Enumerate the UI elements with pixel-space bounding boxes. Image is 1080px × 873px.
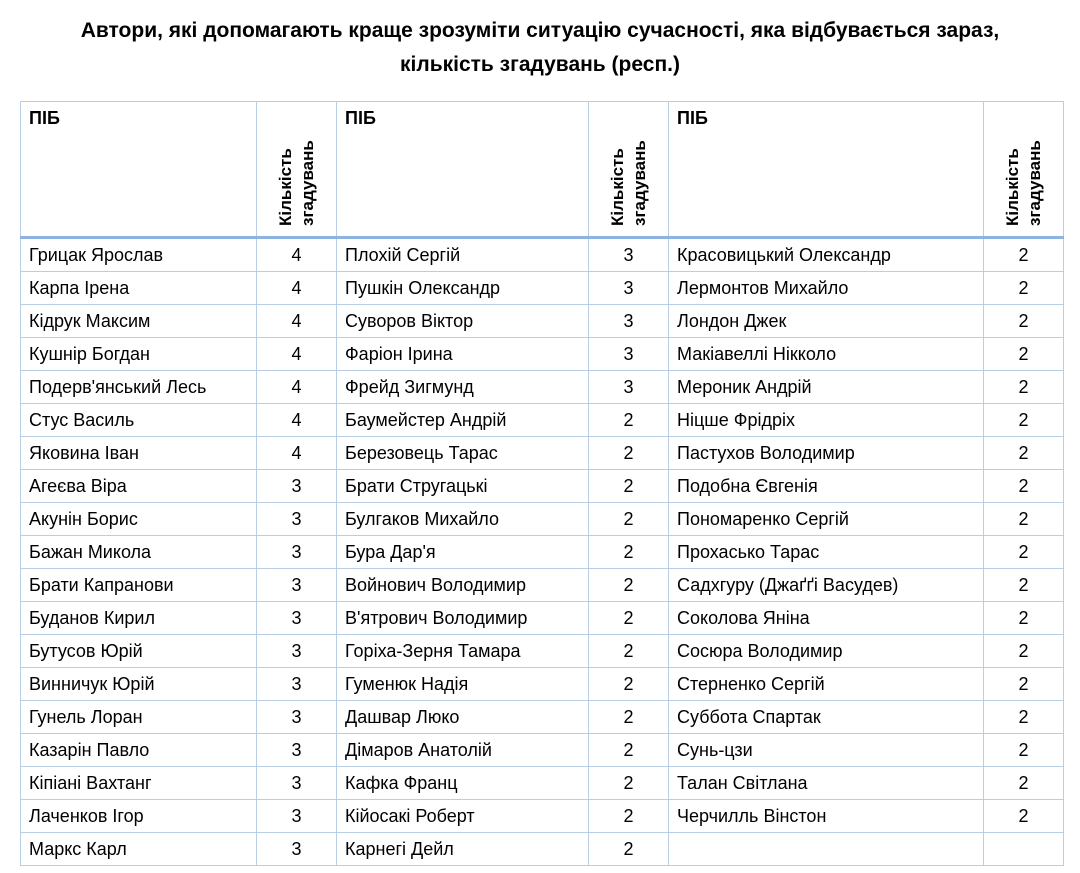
table-row xyxy=(21,470,1064,503)
mention-count-cell: 2 xyxy=(984,305,1064,338)
author-name-cell: Горіха-Зерня Тамара xyxy=(337,635,589,668)
mention-count-cell: 3 xyxy=(257,734,337,767)
author-name-cell: Макіавеллі Нікколо xyxy=(669,338,984,371)
author-name-cell: Грицак Ярослав xyxy=(21,238,257,272)
table-row xyxy=(21,536,1064,569)
author-name-cell: Черчилль Вінстон xyxy=(669,800,984,833)
author-name-cell: Акунін Борис xyxy=(21,503,257,536)
author-name-cell: Красовицький Олександр xyxy=(669,238,984,272)
mention-count-cell: 3 xyxy=(589,371,669,404)
author-name-cell: Лермонтов Михайло xyxy=(669,272,984,305)
author-name-cell: Винничук Юрій xyxy=(21,668,257,701)
mention-count-cell: 4 xyxy=(257,404,337,437)
author-name-cell: Казарін Павло xyxy=(21,734,257,767)
mention-count-cell: 2 xyxy=(589,503,669,536)
mention-count-cell: 3 xyxy=(257,701,337,734)
title-line-1: Автори, які допомагають краще зрозуміти ситуацію сучасності, яка відбувається зараз, xyxy=(80,19,1000,42)
column-header-count xyxy=(984,102,1064,238)
author-name-cell: Кідрук Максим xyxy=(21,305,257,338)
mention-count-cell: 2 xyxy=(984,635,1064,668)
mention-count-cell: 2 xyxy=(589,800,669,833)
table-row xyxy=(21,238,1064,272)
mention-count-cell: 3 xyxy=(257,536,337,569)
mention-count-cell: 2 xyxy=(984,338,1064,371)
author-name-cell: Карнегі Дейл xyxy=(337,833,589,866)
column-header-count xyxy=(257,102,337,238)
header-row xyxy=(21,102,1064,238)
author-name-cell: Садхгуру (Джаґґі Васудев) xyxy=(669,569,984,602)
author-name-cell: Булгаков Михайло xyxy=(337,503,589,536)
mention-count-cell: 2 xyxy=(984,238,1064,272)
mention-count-cell: 2 xyxy=(984,503,1064,536)
mention-count-cell: 2 xyxy=(984,734,1064,767)
page-title xyxy=(0,14,1080,82)
table-row xyxy=(21,800,1064,833)
author-name-cell: Подерв'янський Лесь xyxy=(21,371,257,404)
author-name-cell: Буданов Кирил xyxy=(21,602,257,635)
author-name-cell: Кіпіані Вахтанг xyxy=(21,767,257,800)
mention-count-cell: 3 xyxy=(257,833,337,866)
mention-count-cell: 3 xyxy=(589,338,669,371)
mention-count-cell: 3 xyxy=(257,602,337,635)
author-name-cell: Кушнір Богдан xyxy=(21,338,257,371)
author-name-cell: Ніцше Фрідріх xyxy=(669,404,984,437)
table-row xyxy=(21,437,1064,470)
column-header-name: ПІБ xyxy=(669,102,984,238)
author-name-cell: Яковина Іван xyxy=(21,437,257,470)
author-name-cell: Соколова Яніна xyxy=(669,602,984,635)
mention-count-cell: 3 xyxy=(257,800,337,833)
author-name-cell: Пушкін Олександр xyxy=(337,272,589,305)
author-name-cell: Дашвар Люко xyxy=(337,701,589,734)
author-name-cell: В'ятрович Володимир xyxy=(337,602,589,635)
column-header-name: ПІБ xyxy=(337,102,589,238)
author-name-cell xyxy=(669,833,984,866)
table-row xyxy=(21,635,1064,668)
mention-count-cell: 2 xyxy=(589,668,669,701)
mention-count-cell: 4 xyxy=(257,305,337,338)
author-name-cell: Пономаренко Сергій xyxy=(669,503,984,536)
table-row xyxy=(21,272,1064,305)
author-name-cell: Мероник Андрій xyxy=(669,371,984,404)
mention-count-cell: 2 xyxy=(984,767,1064,800)
mention-count-cell: 4 xyxy=(257,238,337,272)
author-name-cell: Фрейд Зигмунд xyxy=(337,371,589,404)
mention-count-cell: 3 xyxy=(257,767,337,800)
mention-count-cell: 2 xyxy=(984,404,1064,437)
mention-count-cell: 3 xyxy=(257,668,337,701)
table-row xyxy=(21,305,1064,338)
mention-count-cell: 2 xyxy=(984,701,1064,734)
author-name-cell: Сунь-цзи xyxy=(669,734,984,767)
mention-count-cell: 2 xyxy=(984,668,1064,701)
author-name-cell: Маркс Карл xyxy=(21,833,257,866)
mention-count-cell: 2 xyxy=(589,437,669,470)
author-name-cell: Фаріон Ірина xyxy=(337,338,589,371)
author-name-cell: Агеєва Віра xyxy=(21,470,257,503)
author-name-cell: Баумейстер Андрій xyxy=(337,404,589,437)
author-name-cell: Березовець Тарас xyxy=(337,437,589,470)
author-name-cell: Подобна Євгенія xyxy=(669,470,984,503)
mention-count-cell: 4 xyxy=(257,272,337,305)
mention-count-cell: 2 xyxy=(984,536,1064,569)
mention-count-cell: 2 xyxy=(589,767,669,800)
mention-count-cell: 2 xyxy=(589,404,669,437)
mention-count-cell: 2 xyxy=(589,734,669,767)
mention-count-cell: 3 xyxy=(257,569,337,602)
table-row xyxy=(21,503,1064,536)
table-row xyxy=(21,668,1064,701)
mention-count-cell: 2 xyxy=(984,602,1064,635)
author-name-cell: Талан Світлана xyxy=(669,767,984,800)
mention-count-cell: 2 xyxy=(589,635,669,668)
title-line-2: кількість згадувань (респ.) xyxy=(400,53,680,76)
author-name-cell: Стерненко Сергій xyxy=(669,668,984,701)
mention-count-cell: 4 xyxy=(257,338,337,371)
author-name-cell: Войнович Володимир xyxy=(337,569,589,602)
mention-count-cell: 2 xyxy=(589,536,669,569)
table-body xyxy=(21,238,1064,866)
mention-count-cell: 2 xyxy=(589,833,669,866)
table-row xyxy=(21,734,1064,767)
mention-count-cell: 4 xyxy=(257,371,337,404)
column-header-count-label: Кількість згадувань xyxy=(275,140,317,226)
mention-count-cell: 3 xyxy=(589,305,669,338)
mention-count-cell: 2 xyxy=(984,569,1064,602)
mention-count-cell xyxy=(984,833,1064,866)
author-name-cell: Бура Дар'я xyxy=(337,536,589,569)
author-name-cell: Суворов Віктор xyxy=(337,305,589,338)
table-row xyxy=(21,602,1064,635)
table-row xyxy=(21,701,1064,734)
author-name-cell: Лаченков Ігор xyxy=(21,800,257,833)
mention-count-cell: 2 xyxy=(589,701,669,734)
mention-count-cell: 4 xyxy=(257,437,337,470)
mention-count-cell: 2 xyxy=(589,470,669,503)
column-header-name: ПІБ xyxy=(21,102,257,238)
author-name-cell: Лондон Джек xyxy=(669,305,984,338)
mention-count-cell: 2 xyxy=(589,602,669,635)
table-row xyxy=(21,569,1064,602)
mention-count-cell: 3 xyxy=(589,272,669,305)
table-row xyxy=(21,833,1064,866)
column-header-count-label: Кількість згадувань xyxy=(1002,140,1044,226)
mention-count-cell: 2 xyxy=(984,470,1064,503)
column-header-count-label: Кількість згадувань xyxy=(607,140,649,226)
table-row xyxy=(21,371,1064,404)
mention-count-cell: 3 xyxy=(589,238,669,272)
author-name-cell: Гуменюк Надія xyxy=(337,668,589,701)
author-name-cell: Брати Капранови xyxy=(21,569,257,602)
author-name-cell: Суббота Спартак xyxy=(669,701,984,734)
author-name-cell: Кійосакі Роберт xyxy=(337,800,589,833)
author-name-cell: Бутусов Юрій xyxy=(21,635,257,668)
author-name-cell: Карпа Ірена xyxy=(21,272,257,305)
column-header-count xyxy=(589,102,669,238)
author-name-cell: Гунель Лоран xyxy=(21,701,257,734)
table-row xyxy=(21,404,1064,437)
authors-table xyxy=(20,101,1064,866)
mention-count-cell: 2 xyxy=(589,569,669,602)
author-name-cell: Дімаров Анатолій xyxy=(337,734,589,767)
author-name-cell: Плохій Сергій xyxy=(337,238,589,272)
author-name-cell: Сосюра Володимир xyxy=(669,635,984,668)
mention-count-cell: 3 xyxy=(257,635,337,668)
author-name-cell: Прохасько Тарас xyxy=(669,536,984,569)
table-row xyxy=(21,767,1064,800)
mention-count-cell: 3 xyxy=(257,470,337,503)
mention-count-cell: 2 xyxy=(984,800,1064,833)
author-name-cell: Кафка Франц xyxy=(337,767,589,800)
table-row xyxy=(21,338,1064,371)
author-name-cell: Пастухов Володимир xyxy=(669,437,984,470)
mention-count-cell: 2 xyxy=(984,437,1064,470)
author-name-cell: Стус Василь xyxy=(21,404,257,437)
mention-count-cell: 3 xyxy=(257,503,337,536)
author-name-cell: Бажан Микола xyxy=(21,536,257,569)
mention-count-cell: 2 xyxy=(984,272,1064,305)
author-name-cell: Брати Стругацькі xyxy=(337,470,589,503)
mention-count-cell: 2 xyxy=(984,371,1064,404)
